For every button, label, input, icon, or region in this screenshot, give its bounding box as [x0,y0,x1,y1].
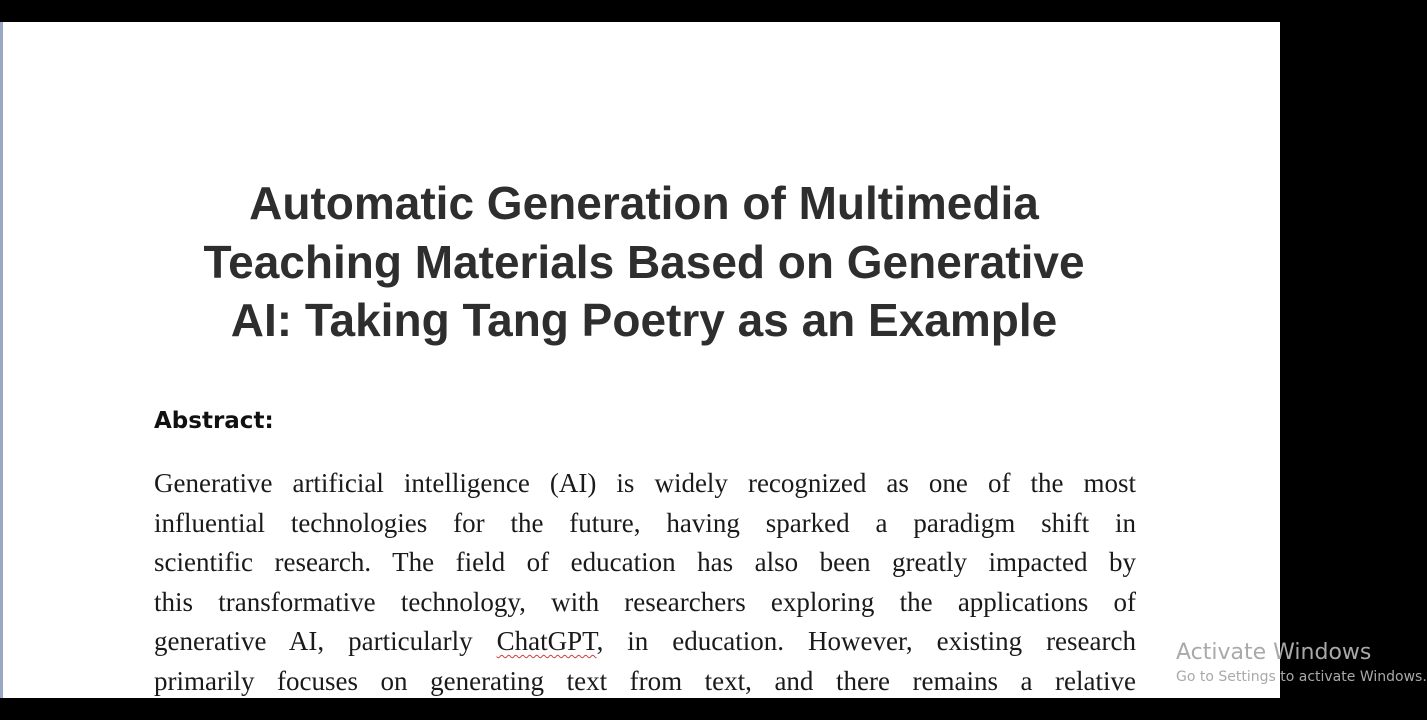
activate-windows-watermark [1176,639,1427,687]
abstract-line-5-end: , in education. However, existing research [596,626,1136,656]
abstract-heading: Abstract: [154,408,274,434]
abstract-line-1: Generative artificial intelligence (AI) is widely recognized as one of the most [154,468,1136,498]
title-line-1: Automatic Generation of Multimedia [249,177,1039,229]
watermark-subtitle: Go to Settings to activate Windows. [1176,669,1427,685]
abstract-line-5 [154,622,1136,662]
abstract-line-3: scientific research. The field of education has also been greatly impacted by [154,547,1136,577]
title-line-3: AI: Taking Tang Poetry as an Example [230,294,1058,346]
abstract-line-4: this transformative technology, with researchers exploring the applications of [154,586,1136,617]
abstract-paragraph [154,464,1136,701]
document-page [0,22,1427,698]
abstract-line-5-start: generative AI, particularly [154,626,497,656]
page-left-edge [0,22,3,698]
title-line-2: Teaching Materials Based on Generative [203,235,1085,288]
abstract-line-6: primarily focuses on generating text from text, and there remains a relative [154,665,1136,696]
abstract-line-2: influential technologies for the future, having sparked a paradigm shift in [154,507,1136,538]
watermark-title: Activate Windows [1176,640,1372,665]
spellcheck-flagged-word[interactable]: ChatGPT [496,626,597,656]
document-title [144,174,1144,350]
